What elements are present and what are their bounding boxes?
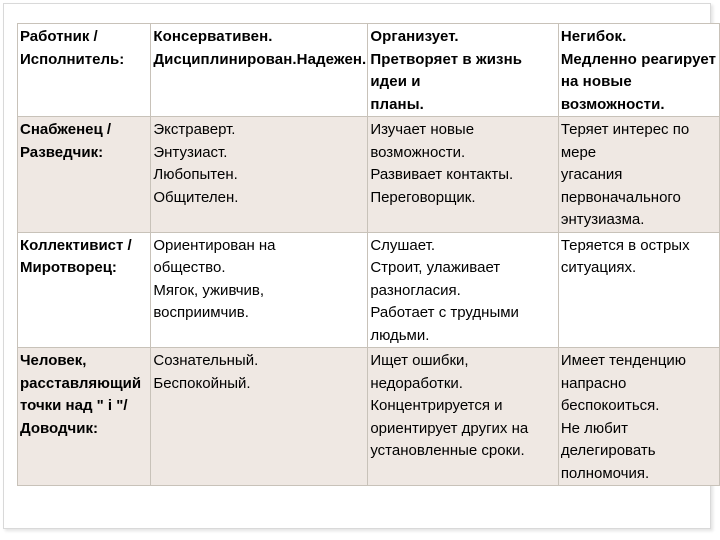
traits-cell: Экстраверт. Энтузиаст. Любопытен. Общителен.	[151, 117, 368, 233]
team-roles-table	[17, 23, 720, 486]
strengths-cell: Изучает новые возможности. Развивает контакты. Переговорщик.	[368, 117, 559, 233]
weaknesses-cell: Теряет интерес по мере угасания первоначального энтузиазма.	[558, 117, 719, 233]
table-row	[18, 348, 720, 486]
strengths-cell: Слушает. Строит, улаживает разногласия. Работает с трудными людьми.	[368, 232, 559, 348]
table-row	[18, 24, 720, 117]
role-cell: Работник / Исполнитель:	[18, 24, 151, 117]
table-row	[18, 117, 720, 233]
weaknesses-cell: Негибок. Медленно реагирует на новые возможности.	[558, 24, 719, 117]
weaknesses-cell: Теряется в острых ситуациях.	[558, 232, 719, 348]
role-cell: Коллективист / Миротворец:	[18, 232, 151, 348]
traits-cell: Ориентирован на общество. Мягок, уживчив, восприимчив.	[151, 232, 368, 348]
strengths-cell: Организует. Претворяет в жизнь идеи и планы.	[368, 24, 559, 117]
strengths-cell: Ищет ошибки, недоработки. Концентрируется и ориентирует других на установленные сроки.	[368, 348, 559, 486]
traits-cell: Сознательный. Беспокойный.	[151, 348, 368, 486]
role-cell: Человек, расставляющий точки над " i "/ Доводчик:	[18, 348, 151, 486]
table-row	[18, 232, 720, 348]
traits-cell: Консервативен. Дисциплинирован.Надежен.	[151, 24, 368, 117]
role-cell: Снабженец / Разведчик:	[18, 117, 151, 233]
weaknesses-cell: Имеет тенденцию напрасно беспокоиться. Не любит делегировать полномочия.	[558, 348, 719, 486]
